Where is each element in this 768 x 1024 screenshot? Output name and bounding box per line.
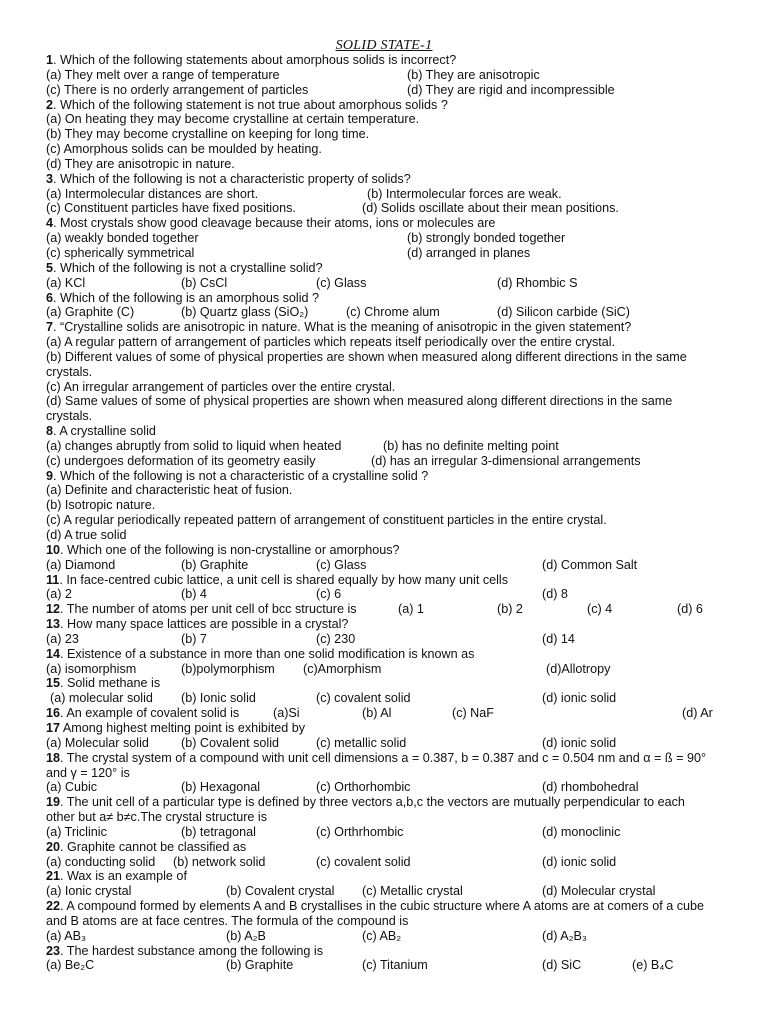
option-c: (c) Amorphous solids can be moulded by heating. <box>46 142 322 157</box>
option-a: (a) Definite and characteristic heat of fusion. <box>46 483 293 498</box>
option-a: (a) A regular pattern of arrangement of particles which repeats itself periodically over the entire crystal. <box>46 335 616 350</box>
option-d: (d) Solids oscillate about their mean positions. <box>362 201 619 216</box>
option-c: (c) An irregular arrangement of particles over the entire crystal. <box>46 379 396 394</box>
question-number: 23 <box>46 943 61 958</box>
question-number: 19 <box>46 795 61 810</box>
option-b: (b) Quartz glass (SiO₂) <box>181 305 309 320</box>
question-number: 17 <box>46 720 61 735</box>
option-c: (c) Constituent particles have fixed positions. <box>46 201 296 216</box>
question-text: . A compound formed by elements A and B crystallises in the cubic structure where A atoms are at comers of a cube and B atoms are at face centres. The formula of the compound is <box>46 899 705 928</box>
option-d: (d) They are rigid and incompressible <box>407 82 615 97</box>
question-11-stem <box>46 573 726 588</box>
question-number: 16 <box>46 706 61 721</box>
option-a: (a) Molecular solid <box>46 735 149 750</box>
question-13-stem <box>46 617 726 632</box>
option-b: (b) strongly bonded together <box>407 231 566 246</box>
question-number: 22 <box>46 899 61 914</box>
option-b: (b) A₂B <box>226 928 266 943</box>
question-14-options <box>46 662 726 677</box>
option-b: (b) network solid <box>173 854 266 869</box>
question-text: . Which of the following statement is not true about amorphous solids ? <box>53 97 448 112</box>
option-d: (d) ionic solid <box>542 735 617 750</box>
question-8-stem <box>46 424 726 439</box>
question-list <box>46 53 726 973</box>
option-b: (b) Hexagonal <box>181 780 261 795</box>
question-22-options <box>46 929 726 944</box>
question-text: . An example of covalent solid is <box>60 706 240 721</box>
question-4-options-row-1 <box>46 231 726 246</box>
question-text: . How many space lattices are possible in a crystal? <box>60 617 349 632</box>
question-1-options-row-1 <box>46 68 726 83</box>
question-18-stem <box>46 751 712 781</box>
question-text: . Which of the following is not a characteristic property of solids? <box>53 171 411 186</box>
question-text: . Most crystals show good cleavage because their atoms, ions or molecules are <box>53 216 496 231</box>
option-a: (a) weakly bonded together <box>46 231 199 246</box>
question-8-options-row-1 <box>46 439 726 454</box>
option-b: (b) tetragonal <box>181 824 256 839</box>
question-number: 12 <box>46 602 61 617</box>
option-d: (d) monoclinic <box>542 824 621 839</box>
question-text: . Which of the following is not a crystalline solid? <box>53 260 323 275</box>
option-c: (c) Glass <box>316 557 367 572</box>
option-d: (d) They are anisotropic in nature. <box>46 156 235 171</box>
option-a: (a) KCl <box>46 275 86 290</box>
question-23-options <box>46 958 726 973</box>
option-a: (a) On heating they may become crystalline at certain temperature. <box>46 112 420 127</box>
option-c: (c) Chrome alum <box>346 305 440 320</box>
question-20-options <box>46 855 726 870</box>
option-b: (b) Graphite <box>226 958 294 973</box>
option-a: (a) They melt over a range of temperature <box>46 67 280 82</box>
question-14-stem <box>46 647 726 662</box>
question-number: 13 <box>46 617 61 632</box>
option-a: (a) conducting solid <box>46 854 156 869</box>
question-text: . Which of the following statements about amorphous solids is incorrect? <box>53 53 457 67</box>
question-number: 11 <box>46 572 60 587</box>
option-d: (d) arranged in planes <box>407 245 531 260</box>
question-11-options <box>46 587 726 602</box>
question-3-options-row-2 <box>46 201 726 216</box>
question-17-options <box>46 736 726 751</box>
option-d: (d) Rhombic S <box>497 275 578 290</box>
question-number: 20 <box>46 839 61 854</box>
option-b: (b) Ionic solid <box>181 691 256 706</box>
question-text: . The hardest substance among the following is <box>60 943 324 958</box>
question-4-stem <box>46 216 726 231</box>
option-d: (d) A true solid <box>46 528 127 542</box>
option-c: (c) spherically symmetrical <box>46 245 195 260</box>
question-9-stem <box>46 469 726 484</box>
option-d: (d) rhombohedral <box>542 780 639 795</box>
question-text: . Which of the following is not a characteristic of a crystalline solid ? <box>53 468 429 483</box>
option-b: (b) CsCl <box>181 275 228 290</box>
question-23-stem <box>46 944 726 959</box>
question-16 <box>46 706 726 721</box>
question-5-stem <box>46 261 726 276</box>
option-d: (d) 14 <box>542 631 575 646</box>
option-d: (d)Allotropy <box>546 661 611 676</box>
question-20-stem <box>46 840 726 855</box>
option-a: (a) 1 <box>398 602 424 617</box>
question-number: 3 <box>46 171 54 186</box>
question-number: 8 <box>46 424 54 439</box>
question-4-options-row-2 <box>46 246 726 261</box>
question-number: 10 <box>46 542 61 557</box>
question-17-stem <box>46 721 726 736</box>
question-13-options <box>46 632 726 647</box>
question-text: Among highest melting point is exhibited by <box>60 720 306 735</box>
question-text: . Which one of the following is non-crystalline or amorphous? <box>60 542 400 557</box>
option-d: (d) Molecular crystal <box>542 884 656 899</box>
question-number: 18 <box>46 750 61 765</box>
option-b: (b) 2 <box>497 602 523 617</box>
option-b: (b) 4 <box>181 587 207 602</box>
option-a: (a) Cubic <box>46 780 98 795</box>
option-c: (c) Orthrhombic <box>316 824 404 839</box>
option-c: (c) Titanium <box>362 958 428 973</box>
question-number: 4 <box>46 216 54 231</box>
option-c: (c)Amorphism <box>303 661 382 676</box>
question-21-options <box>46 884 726 899</box>
question-number: 9 <box>46 468 54 483</box>
question-number: 15 <box>46 676 61 691</box>
question-15-stem <box>46 676 726 691</box>
question-number: 5 <box>46 260 54 275</box>
question-number: 2 <box>46 97 54 112</box>
question-text: . “Crystalline solids are anisotropic in nature. What is the meaning of anisotropic in the given statement? <box>53 320 632 335</box>
option-c: (c) 4 <box>587 602 613 617</box>
option-a: (a) Be₂C <box>46 958 95 973</box>
question-22-stem <box>46 899 712 929</box>
question-text: . Graphite cannot be classified as <box>60 839 247 854</box>
question-5-options <box>46 276 726 291</box>
option-c: (c) metallic solid <box>316 735 407 750</box>
question-text: . Wax is an example of <box>60 869 187 884</box>
question-1-stem <box>46 53 726 68</box>
option-d: (d) has an irregular 3-dimensional arrangements <box>371 453 641 468</box>
option-b: (b) Isotropic nature. <box>46 498 156 513</box>
option-c: (c) Metallic crystal <box>362 884 463 899</box>
question-3-stem <box>46 172 726 187</box>
option-c: (c) undergoes deformation of its geometry easily <box>46 453 316 468</box>
option-c: (c) There is no orderly arrangement of particles <box>46 82 309 97</box>
question-text: . The crystal system of a compound with unit cell dimensions a = 0.387, b = 0.387 and c = 0.504 nm and α = ß = 90° and γ = 120° is <box>46 750 707 780</box>
option-c: (c) A regular periodically repeated pattern of arrangement of constituent particles in the entire crystal. <box>46 513 607 528</box>
option-d: (d) A₂B₃ <box>542 928 588 943</box>
question-text: . Solid methane is <box>60 676 161 691</box>
question-15-options <box>46 691 726 706</box>
question-number: 14 <box>46 646 61 661</box>
option-b: (b) They are anisotropic <box>407 67 540 82</box>
option-b: (b) Al <box>362 706 392 721</box>
option-d: (d) Same values of some of physical properties are shown when measured along different directions in the same crystals. <box>46 394 673 424</box>
option-a: (a) 2 <box>46 587 72 602</box>
option-d: (d) Common Salt <box>542 557 638 572</box>
option-d: (d) 8 <box>542 587 568 602</box>
option-a: (a) Triclinic <box>46 824 107 839</box>
page-title: SOLID STATE-1 <box>335 38 433 53</box>
option-d: (d) SiC <box>542 958 582 973</box>
question-19-stem <box>46 795 712 825</box>
question-1-options-row-2 <box>46 83 726 98</box>
option-d: (d) ionic solid <box>542 854 617 869</box>
option-a: (a) Graphite (C) <box>46 305 135 320</box>
question-10-options <box>46 558 726 573</box>
question-12 <box>46 602 726 617</box>
option-d: (d) Silicon carbide (SiC) <box>497 305 630 320</box>
option-a: (a) 23 <box>46 631 79 646</box>
option-b: (b) Covalent crystal <box>226 884 335 899</box>
option-b: (b) 7 <box>181 631 207 646</box>
option-a: (a) AB₃ <box>46 928 87 943</box>
question-text: . Existence of a substance in more than one solid modification is known as <box>60 646 475 661</box>
option-b: (b) Covalent solid <box>181 735 279 750</box>
option-d: (d) ionic solid <box>542 691 617 706</box>
question-8-options-row-2 <box>46 454 726 469</box>
question-3-options-row-1 <box>46 187 726 202</box>
option-c: (c) covalent solid <box>316 691 411 706</box>
question-text: . Which of the following is an amorphous solid ? <box>53 290 320 305</box>
option-c: (c) covalent solid <box>316 854 411 869</box>
option-b: (b) Different values of some of physical properties are shown when measured along different directions in the same crystals. <box>46 349 687 379</box>
option-a: (a) changes abruptly from solid to liquid when heated <box>46 438 342 453</box>
question-text: . The number of atoms per unit cell of bcc structure is <box>60 602 357 617</box>
question-text: . A crystalline solid <box>53 424 156 439</box>
question-7-stem <box>46 320 726 335</box>
option-c: (c) 230 <box>316 631 356 646</box>
option-a: (a) Ionic crystal <box>46 884 132 899</box>
option-a: (a) Diamond <box>46 557 116 572</box>
question-18-options <box>46 780 726 795</box>
question-6-options <box>46 305 726 320</box>
option-b: (b) Graphite <box>181 557 249 572</box>
question-number: 21 <box>46 869 61 884</box>
question-number: 1 <box>46 53 54 67</box>
question-number: 6 <box>46 290 54 305</box>
question-6-stem <box>46 291 726 306</box>
option-d: (d) 6 <box>677 602 703 617</box>
question-10-stem <box>46 543 726 558</box>
option-d: (d) Ar <box>682 706 713 721</box>
option-b: (b) has no definite melting point <box>383 438 559 453</box>
option-a: (a) Intermolecular distances are short. <box>46 186 259 201</box>
option-c: (c) AB₂ <box>362 928 402 943</box>
question-19-options <box>46 825 726 840</box>
question-2-stem <box>46 98 726 113</box>
option-c: (c) 6 <box>316 587 342 602</box>
option-a: (a) molecular solid <box>50 691 153 706</box>
question-text: . The unit cell of a particular type is defined by three vectors a,b,c the vectors are mutually perpendicular to each other but a≠ b≠c.The crystal structure is <box>46 795 685 825</box>
question-number: 7 <box>46 320 54 335</box>
option-c: (c) NaF <box>452 706 494 721</box>
option-b: (b)polymorphism <box>181 661 275 676</box>
question-21-stem <box>46 869 726 884</box>
option-b: (b) They may become crystalline on keeping for long time. <box>46 127 370 142</box>
option-a: (a) isomorphism <box>46 661 137 676</box>
option-e: (e) B₄C <box>632 958 674 973</box>
option-c: (c) Glass <box>316 275 367 290</box>
option-c: (c) Orthorhombic <box>316 780 411 795</box>
question-text: . In face-centred cubic lattice, a unit cell is shared equally by how many unit cells <box>59 572 509 587</box>
option-b: (b) Intermolecular forces are weak. <box>367 186 562 201</box>
option-a: (a)Si <box>273 706 300 721</box>
